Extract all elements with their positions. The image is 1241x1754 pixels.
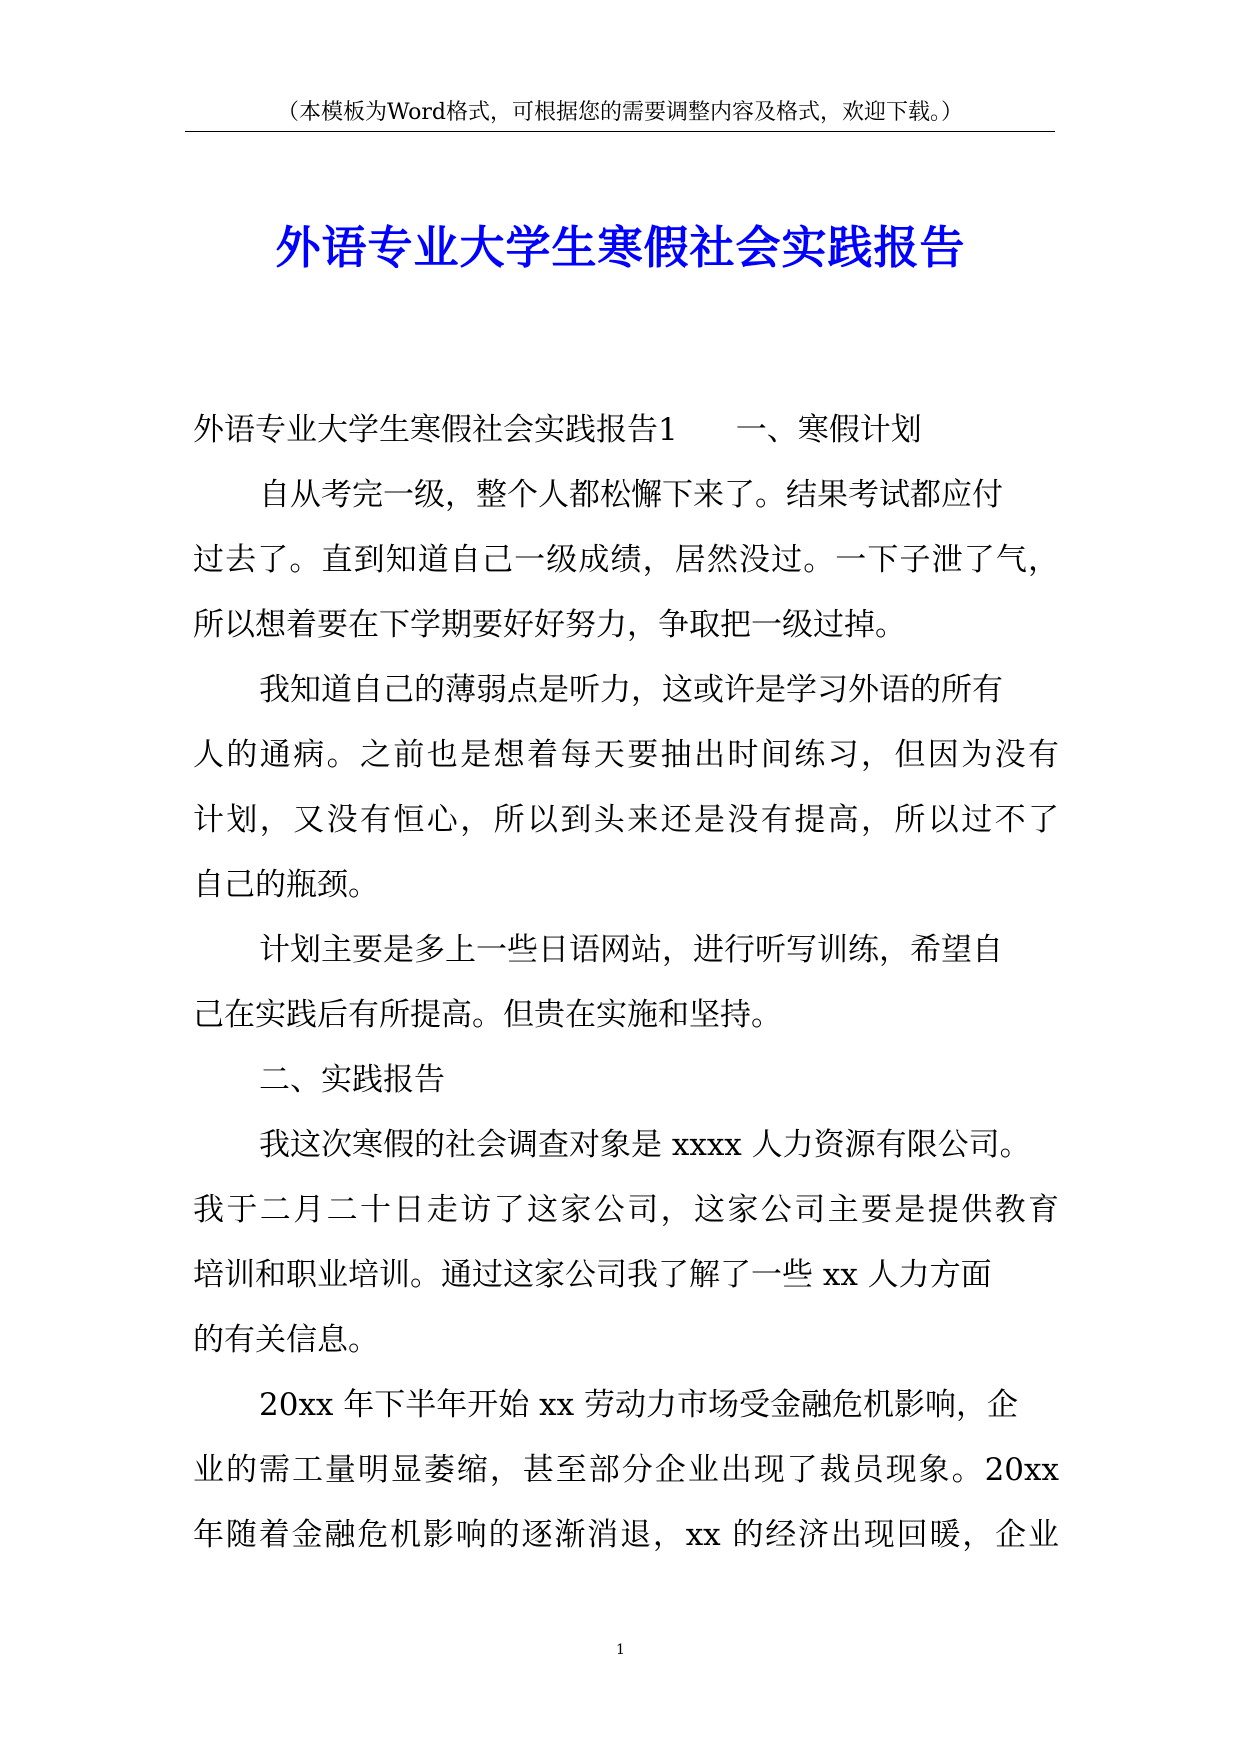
body-line: 我这次寒假的社会调查对象是 xxxx 人力资源有限公司。: [259, 1127, 1031, 1163]
page-number: 1: [616, 1642, 625, 1658]
body-line: 20xx 年下半年开始 xx 劳动力市场受金融危机影响，企: [259, 1387, 1018, 1423]
document-body: [193, 398, 1063, 1568]
section-heading: 二、实践报告: [259, 1062, 445, 1098]
body-line: 计划主要是多上一些日语网站，进行听写训练，希望自: [259, 932, 1003, 968]
section-heading: 一、寒假计划: [735, 412, 922, 448]
body-line: 所以想着要在下学期要好好努力，争取把一级过掉。: [193, 607, 906, 643]
body-line: 人的通病。之前也是想着每天要抽出时间练习，但因为没有: [193, 737, 1059, 773]
body-line: 过去了。直到知道自己一级成绩，居然没过。一下子泄了气，: [193, 542, 1059, 578]
body-line: 自从考完一级，整个人都松懈下来了。结果考试都应付: [259, 477, 1003, 513]
body-line: 己在实践后有所提高。但贵在实施和坚持。: [193, 997, 782, 1033]
header-divider: [185, 131, 1055, 132]
header-note: （本模板为Word格式，可根据您的需要调整内容及格式，欢迎下载。）: [277, 100, 963, 125]
report-subtitle: 外语专业大学生寒假社会实践报告1: [193, 412, 678, 448]
body-line: 业的需工量明显萎缩，甚至部分企业出现了裁员现象。20xx: [193, 1452, 1059, 1488]
body-line: 自己的瓶颈。: [193, 867, 379, 903]
body-line: 我于二月二十日走访了这家公司，这家公司主要是提供教育: [193, 1192, 1059, 1228]
body-line: 我知道自己的薄弱点是听力，这或许是学习外语的所有: [259, 672, 1003, 708]
body-line: 计划，又没有恒心，所以到头来还是没有提高，所以过不了: [193, 802, 1059, 838]
body-line: 培训和职业培训。通过这家公司我了解了一些 xx 人力方面: [193, 1257, 992, 1293]
document-title: 外语专业大学生寒假社会实践报告: [275, 221, 966, 274]
body-line: 的有关信息。: [193, 1322, 379, 1358]
body-line: [193, 398, 1063, 463]
body-line: 年随着金融危机影响的逐渐消退，xx 的经济出现回暖，企业: [193, 1517, 1059, 1553]
